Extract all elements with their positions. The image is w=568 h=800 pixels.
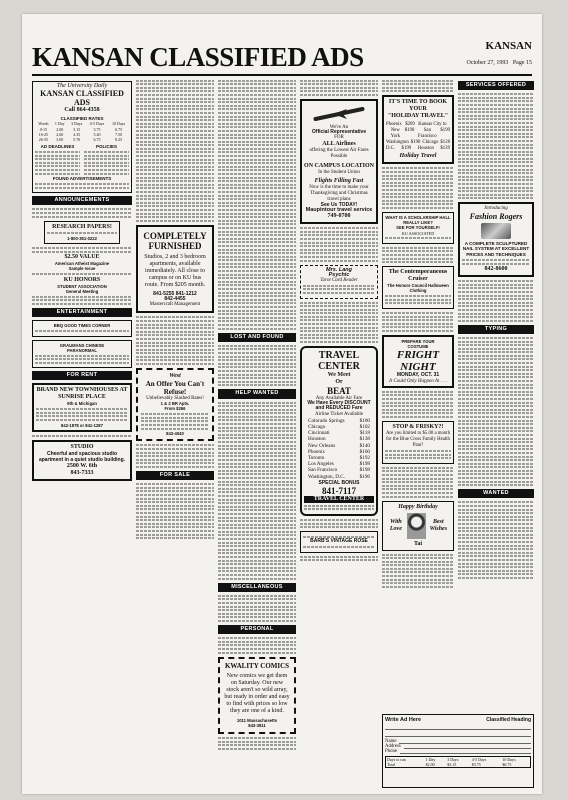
rates-cell: 5.40 xyxy=(93,131,101,137)
fare-price: $192 xyxy=(359,455,370,462)
furnished-mgr: Mastercraft Management xyxy=(149,302,201,308)
rates-cell: 2.60 xyxy=(56,131,64,137)
masthead-banner xyxy=(32,42,452,72)
box-phone: Call 864-4358 xyxy=(64,107,100,114)
list-item xyxy=(386,128,450,140)
column-1 xyxy=(32,78,132,788)
fare-city: Los Angeles xyxy=(308,461,334,468)
maupintour-name: Maupintour travel service xyxy=(305,206,373,213)
barbs-ad xyxy=(300,531,378,553)
fare-price: $198 xyxy=(404,128,415,134)
fright-line-2: COSTUME xyxy=(407,344,429,350)
fare-city: Houston xyxy=(417,145,434,151)
rates-col: 10 Days xyxy=(112,121,126,127)
fare-price: $102 xyxy=(359,424,370,431)
atheist-sub: Sample Issue xyxy=(68,266,96,272)
travel-center-beat: BEAT xyxy=(327,386,351,397)
frisky-text: Are you limited to $5.00 a month for the Blue Cross Family Health Plan? xyxy=(385,430,451,448)
section-services: SERVICES OFFERED xyxy=(458,81,534,90)
studio-text: Cheerful and spacious studio apartment in a quiet studio building. xyxy=(38,450,126,463)
west-ad xyxy=(136,368,214,441)
sunrise-ad xyxy=(32,383,132,431)
research-phone: 1-800-351-0222 xyxy=(67,235,97,241)
fare-price: $140 xyxy=(359,442,370,449)
kwality-address: 1011 Massachusetts xyxy=(236,717,278,723)
travel-center-title: TRAVEL CENTER xyxy=(318,350,360,373)
fright-night-ad xyxy=(382,335,454,388)
form-col: 4-5 Days xyxy=(471,757,487,762)
fare-price: $198 xyxy=(410,139,421,145)
travel-center-fare: Any Available Air Fare xyxy=(315,396,363,402)
maupintour-rep2: Official Representative xyxy=(311,129,367,136)
form-col: 10 Days xyxy=(502,757,516,762)
order-form xyxy=(382,714,534,788)
rates-cell: 7.50 xyxy=(115,131,123,137)
section-personal: PERSONAL xyxy=(218,625,296,634)
column-5 xyxy=(382,78,454,788)
univ-label: The University Daily xyxy=(56,83,108,89)
studio-ad xyxy=(32,440,132,481)
contemp-line-2: Cruiser xyxy=(408,276,428,283)
scholar-line-3: SEE FOR YOURSELF! xyxy=(396,225,440,231)
maupintour-airlines: ALL Airlines xyxy=(322,140,356,147)
policies-title: POLICIES xyxy=(95,144,117,150)
maupintour-book: Now is the time to make your Thanksgiving and Christmas travel plans xyxy=(309,184,369,202)
fare-city: Chicago xyxy=(308,424,326,431)
phone-field[interactable] xyxy=(400,749,531,754)
rates-cell: 6.75 xyxy=(93,137,101,143)
travel-center-have: We Have Every DISCOUNT and REDUCED Fare xyxy=(307,400,371,412)
fare-city: Colorado Springs xyxy=(308,417,345,424)
holiday-line-2: "HOLIDAY TRAVEL" xyxy=(387,113,449,120)
fare-city: San Francisco xyxy=(308,467,338,474)
fare-city: Cincinnati xyxy=(308,430,330,437)
honors-line-2: STUDENT ASSOCIATION xyxy=(57,283,107,289)
holiday-line-1: IT'S TIME TO BOOK YOUR xyxy=(388,99,448,113)
fare-city: Phoenix xyxy=(308,448,326,455)
roger-phone: 842-8600 xyxy=(484,266,508,273)
furnished-phone-2: 842-4455 xyxy=(164,295,186,302)
list-item xyxy=(308,474,370,480)
birthday-wishes: Best Wishes xyxy=(429,518,448,532)
psychic-title: Psychic xyxy=(328,271,350,278)
fare-price: $100 xyxy=(359,417,370,424)
fright-tagline: It Could Only Happen At . . . xyxy=(389,378,447,384)
fare-price: $198 xyxy=(359,467,370,474)
page-title: KANSAN CLASSIFIED ADS xyxy=(32,42,364,72)
section-for-rent: FOR RENT xyxy=(32,371,132,380)
maupintour-rep: We're An xyxy=(329,124,349,130)
fare-price: $209 xyxy=(405,122,415,128)
bbq-ad xyxy=(32,320,132,336)
holiday-fares xyxy=(386,122,450,151)
rates-cell: 3.75 xyxy=(93,126,101,132)
column-4 xyxy=(300,78,378,788)
form-phone-label: Phone xyxy=(385,749,397,754)
birthday-photo xyxy=(407,513,426,539)
atheist-name: American Atheist Magazine xyxy=(54,261,110,267)
research-ad xyxy=(44,221,120,244)
fare-city: Washington xyxy=(386,139,409,145)
travel-center-or: Or xyxy=(335,379,343,386)
atheist-ad xyxy=(32,254,132,271)
research-title: RESEARCH PAPERS! xyxy=(52,223,112,230)
page-number: Page 15 xyxy=(512,60,532,66)
issue-date: October 27, 1993 xyxy=(466,60,509,66)
barbs-title: BARB'S VINTAGE ROSE xyxy=(310,538,368,545)
frisky-title: STOP & FRISKY?! xyxy=(392,423,444,430)
fright-date: MONDAY, OCT. 31 xyxy=(396,372,440,379)
form-days-label: Days to run xyxy=(387,757,406,762)
fright-line-1: PREPARE YOUR xyxy=(401,339,435,345)
rates-cell: 0-15 xyxy=(39,126,48,132)
psychic-ad xyxy=(300,265,378,299)
studio-phone: 843-7333 xyxy=(70,469,94,476)
fare-price: $160 xyxy=(359,448,370,455)
form-cost-label: Total xyxy=(387,762,396,767)
travel-center-phone: 841-7117 xyxy=(321,486,356,497)
fright-title: FRIGHT NIGHT xyxy=(396,349,440,374)
list-item xyxy=(386,146,450,152)
kwality-title: KWALITY COMICS xyxy=(224,661,290,670)
holiday-name: Holiday Travel xyxy=(399,153,437,160)
fare-city: Toronto xyxy=(308,455,325,462)
fare-city: Phoenix xyxy=(386,122,402,128)
column-2 xyxy=(136,78,214,788)
form-sub: Write Ad Here xyxy=(385,717,422,723)
table-row xyxy=(35,137,129,142)
psychic-name: Mrs. Lang xyxy=(326,266,352,273)
travel-center-ad xyxy=(300,346,378,516)
kansan-logo: KANSAN xyxy=(485,40,532,52)
fare-city: Houston xyxy=(308,436,326,443)
travel-center-special: SPECIAL BONUS xyxy=(318,479,360,486)
west-offer: An Offer You Can't Refuse! xyxy=(145,380,205,397)
rates-col: 3 Days xyxy=(71,121,83,127)
masthead-rule xyxy=(32,74,532,76)
stop-frisky-ad xyxy=(382,421,454,464)
kwality-text: New comics we get them on Saturday. Our new stock aren't so wild array, but ready in order and easy to find with prices so low they are one of a kind. xyxy=(224,672,290,714)
west-from: From $266 xyxy=(164,406,186,412)
box-title: KANSAN CLASSIFIED ADS xyxy=(40,89,124,108)
section-for-sale: FOR SALE xyxy=(136,471,214,480)
studio-address: 2500 W. 6th xyxy=(66,462,98,469)
form-rate-table xyxy=(385,756,531,768)
deadlines-title: AD DEADLINES xyxy=(40,144,75,150)
column-3 xyxy=(218,78,296,788)
sunrise-phone: 842-1878 or 841-1287 xyxy=(61,422,103,428)
section-announcements: ANNOUNCEMENTS xyxy=(32,196,132,205)
classified-info-box xyxy=(32,81,132,193)
nail-hand-icon xyxy=(481,223,511,239)
rates-col: 1 Day xyxy=(54,121,65,127)
rates-cell: 5.70 xyxy=(73,137,81,143)
fare-city: D.C. xyxy=(386,145,396,151)
form-col: 1 Day xyxy=(425,757,436,762)
form-val[interactable]: $3.75 xyxy=(471,762,481,767)
contemp-line-3: The Honors Council Halloween Clothing xyxy=(387,283,449,294)
roger-text: A COMPLETE SCULPTURED NAIL SYSTEM AT EXCELLENT PRICES AND TECHNIQUES xyxy=(462,240,530,257)
scholar-line-1: WHAT IS A SCHOLARSHIP HALL xyxy=(385,214,451,220)
fare-price: $139 xyxy=(440,145,450,151)
fare-price: $128 xyxy=(440,139,450,145)
graumans-title: GRAUMANS CHINESE xyxy=(59,342,105,348)
travel-center-meet: We Meet xyxy=(327,372,351,379)
section-lost-found: LOST AND FOUND xyxy=(218,333,296,342)
section-misc: MISCELLANEOUS xyxy=(218,583,296,592)
psychic-sub: Tarot Card Reader xyxy=(320,277,358,283)
section-typing: TYPING xyxy=(458,325,534,334)
sunrise-sub: 9th & Michigan xyxy=(67,401,97,407)
maupintour-for: FOR xyxy=(334,135,344,141)
contemp-line-1: The Contemporaneous xyxy=(388,269,448,276)
ad-text-line[interactable] xyxy=(385,723,531,730)
rates-cell: 3.00 xyxy=(56,137,64,143)
fare-city: San Francisco xyxy=(418,128,437,139)
fare-city: Kansas City to xyxy=(418,122,447,128)
fare-price: $118 xyxy=(359,430,370,437)
masthead-info xyxy=(467,40,533,66)
fare-list xyxy=(304,417,374,481)
birthday-ad xyxy=(382,501,454,551)
furnished-ad xyxy=(136,225,214,314)
fare-price: $198 xyxy=(359,461,370,468)
birthday-love: With Love xyxy=(389,518,402,532)
paranormal-title: PARANORMAL xyxy=(67,347,97,353)
travel-center-footer: TRAVEL CENTER xyxy=(304,496,374,503)
roger-title: Fashion Rogers xyxy=(469,211,523,221)
found-title: FOUND ADVERTISEMENTS xyxy=(52,176,112,182)
newspaper-page xyxy=(22,14,542,794)
honors-line-1: KU HONORS xyxy=(63,276,101,283)
rates-col: Words xyxy=(38,121,49,127)
rates-table xyxy=(35,121,129,142)
form-val[interactable]: $6.75 xyxy=(502,762,512,767)
west-phone: 843-4040 xyxy=(166,431,184,437)
section-help-wanted: HELP WANTED xyxy=(218,389,296,398)
bbq-title: BBQ GOOD TIMES CORNER xyxy=(53,323,111,329)
scholar-line-2: REALLY LIKE? xyxy=(403,220,433,226)
scholar-line-4: KU ASSOCIATED xyxy=(401,230,435,236)
form-address-label: Address xyxy=(385,744,401,749)
maupintour-phone: 749-0700 xyxy=(327,213,351,220)
studio-title: STUDIO xyxy=(70,443,94,450)
maupintour-filling: Flights Filling Fast xyxy=(314,177,364,184)
contemporaneous-ad xyxy=(382,266,454,309)
maupintour-union: In the Student Union xyxy=(318,169,360,175)
fare-city: Chicago xyxy=(422,139,439,145)
graumans-ad xyxy=(32,340,132,369)
scholarship-ad xyxy=(382,212,454,244)
fare-price: $199 xyxy=(440,128,450,134)
honors-ad xyxy=(32,277,132,294)
kwality-ad xyxy=(218,657,296,734)
airplane-icon xyxy=(309,105,369,123)
sunrise-title: BRAND NEW TOWNHOUSES AT SUNRISE PLACE xyxy=(36,387,128,401)
rates-col: 4-5 Days xyxy=(89,121,105,127)
rates-cell: 8.25 xyxy=(115,137,123,143)
rates-cell: 4.35 xyxy=(73,131,81,137)
form-name-label: Name xyxy=(385,739,397,744)
travel-center-list: Airline Ticket Available xyxy=(315,411,363,417)
fare-city: New Orleans xyxy=(308,442,336,449)
west-price: 1 & 2 BR Apts. xyxy=(160,401,190,407)
column-6 xyxy=(458,78,534,788)
kwality-phone: 843-3811 xyxy=(248,722,266,728)
maupintour-ad xyxy=(300,99,378,224)
rates-title: CLASSIFIED RATES xyxy=(60,116,104,122)
form-val[interactable]: $2.00 xyxy=(425,762,435,767)
rates-cell: 2.00 xyxy=(56,126,64,132)
rates-cell: 26-35 xyxy=(38,137,49,143)
atheist-price: $2.50 VALUE xyxy=(64,254,100,261)
form-col: 3 Days xyxy=(447,757,459,762)
furnished-title: COMPLETELY FURNISHED xyxy=(143,230,207,251)
maupintour-see: See Us TODAY! xyxy=(320,201,358,208)
rates-cell: 16-25 xyxy=(38,131,49,137)
furnished-phone: 841-5255 841-1212 xyxy=(153,290,197,297)
roger-intro: Introducing xyxy=(484,206,508,212)
fare-price: $138 xyxy=(359,436,370,443)
furnished-text: Studios, 2 and 3 bedroom apartments, available immediately. All close to campus or on KU bus route. From $205 month. xyxy=(144,253,206,288)
maupintour-campus: ON CAMPUS LOCATION xyxy=(304,162,374,169)
west-sub: Unbelievably Slashed Rates! xyxy=(146,396,204,402)
west-title: West xyxy=(169,373,181,380)
maupintour-offer: offering the Lowest Air Fares Possible xyxy=(309,147,369,159)
rates-cell: 3.15 xyxy=(73,126,81,132)
section-wanted: WANTED xyxy=(458,489,534,498)
section-entertainment: ENTERTAINMENT xyxy=(32,308,132,317)
honors-line-3: General Meeting xyxy=(65,288,99,294)
form-val[interactable]: $3.15 xyxy=(447,762,457,767)
fare-city: New York xyxy=(390,128,401,139)
table-row xyxy=(386,762,531,768)
fare-price: $196 xyxy=(359,473,370,480)
holiday-travel-ad xyxy=(382,95,454,164)
rates-cell: 6.75 xyxy=(115,126,123,132)
birthday-name: Tai xyxy=(413,540,423,547)
fare-price: $199 xyxy=(401,145,412,151)
form-title: Classified Heading xyxy=(486,717,531,723)
ad-text-line[interactable] xyxy=(385,730,531,737)
birthday-title: Happy Birthday xyxy=(398,503,438,510)
fare-city: Washington, D.C. xyxy=(308,473,346,480)
fashion-rogers-ad xyxy=(458,202,534,277)
